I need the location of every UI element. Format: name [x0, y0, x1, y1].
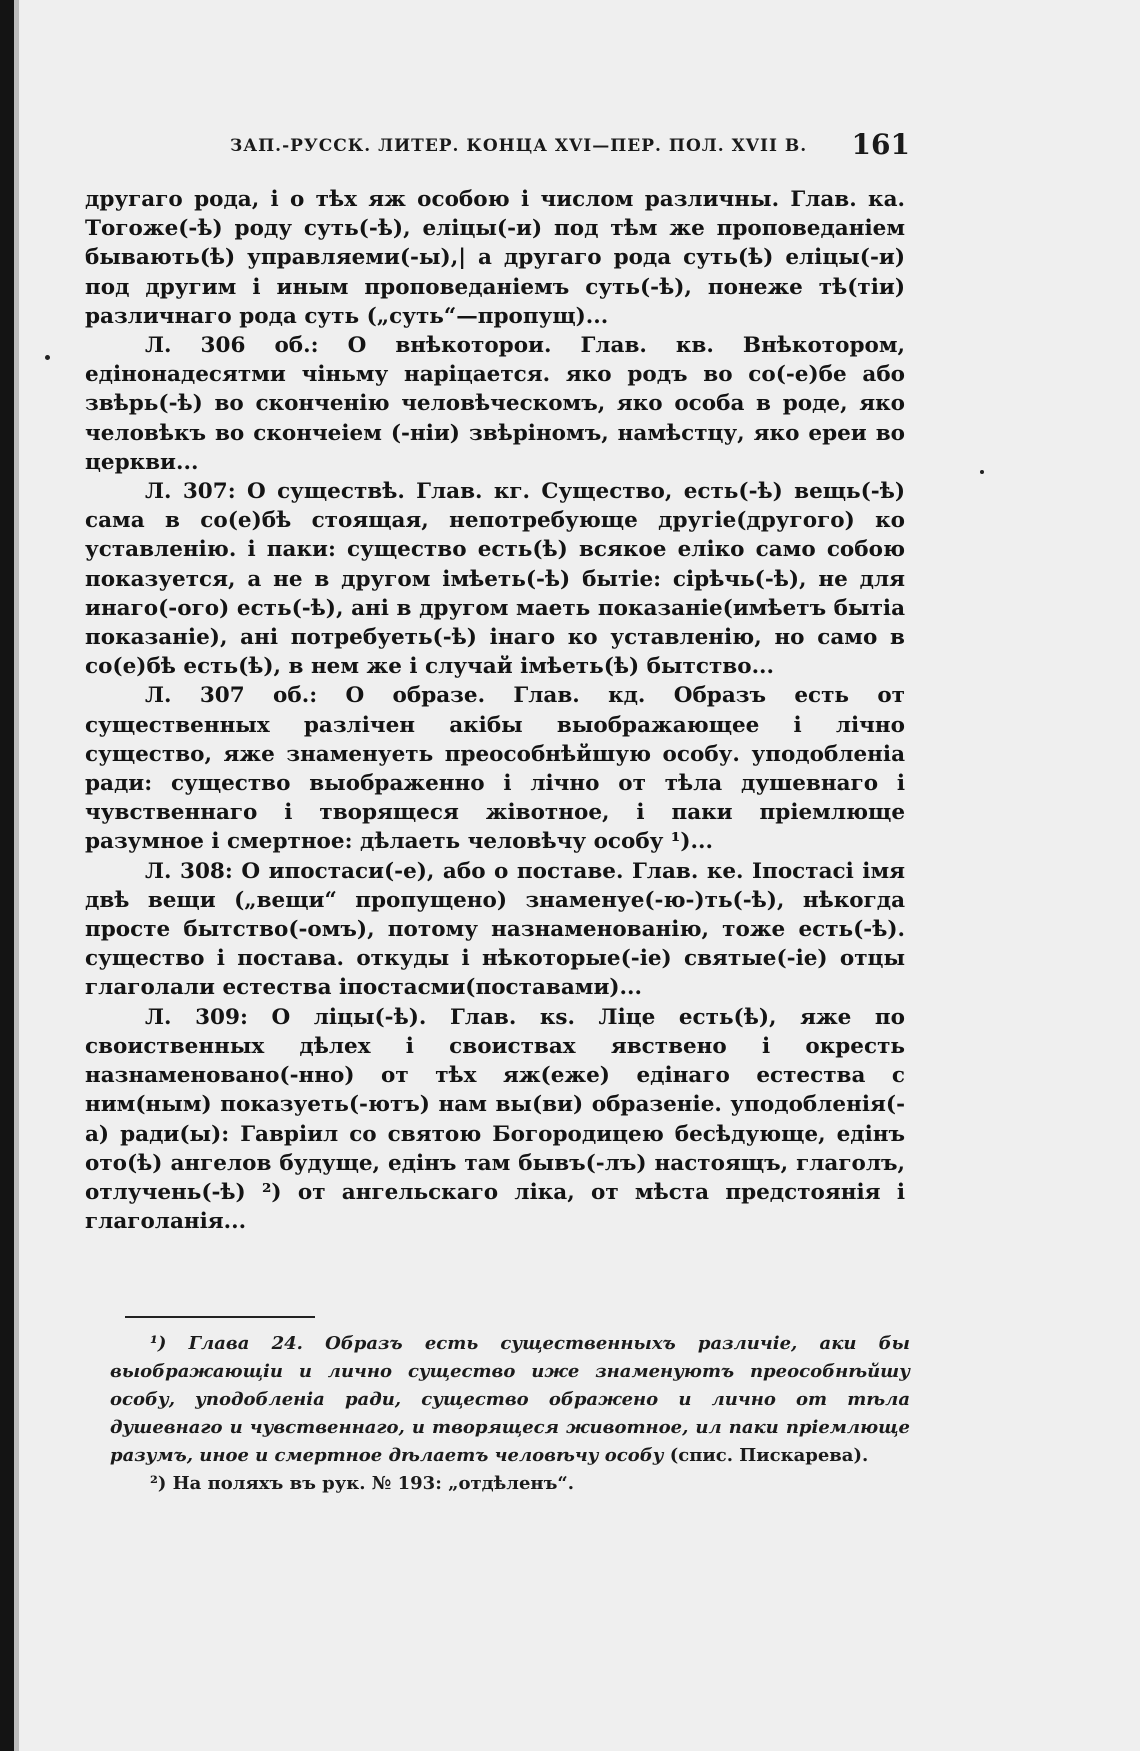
- footnote-2: [110, 1470, 910, 1498]
- print-speck: [980, 470, 984, 474]
- main-text: [85, 185, 905, 1236]
- paragraph-l309: Л. 309: О ліцы(-ѣ). Глав. кѕ. Ліце есть(ѣ), яже по своиственных дѣлех і своиствах явствено і окресть назнаменовано(-нно) от тѣх яж(еже) едінаго естества с ним(ным) показуеть(-ютъ) нам вы(ви) образеніе. уподобленія(-а) ради(ы): Гавріил со святою Богородицею бесѣдующе, едінъ ото(ѣ) ангелов будуще, едінъ там бывъ(-лъ) настоящъ, глаголъ, отлучень(-ѣ) ²) от ангельскаго ліка, от мѣста предстоянія і глаголанія...: [85, 1004, 905, 1235]
- page-number: 161: [851, 128, 910, 161]
- print-speck: [45, 355, 50, 360]
- footnote-2-text: ²) На поляхъ въ рук. № 193: „отдѣленъ“.: [150, 1473, 575, 1494]
- footnotes: [110, 1330, 910, 1498]
- page-binding-shadow: [14, 0, 19, 1751]
- paragraph-l306: Л. 306 об.: О внѣкоторои. Глав. кв. Внѣкотором, едінонадесятми чіньму наріцается. яко родъ во со(-е)бе або звѣрь(-ѣ) во скончeнію человѣческомъ, яко особа в роде, яко человѣкъ во скончеіем (-ніи) звѣріномъ, намѣстцу, яко ереи во церкви...: [85, 333, 905, 475]
- footnote-1-text: ¹) Глава 24. Образъ есть существенныхъ различіе, аки бы выображающіи и лично существо иже знаменуютъ преособнѣйшу особу, уподобленіа ради, существо ображено и лично от тѣла душевнаго и чувственнаго, и творящеся животное, ил паки пріемлюще разумъ, иное и смертное дѣлаетъ человѣчу особу: [110, 1333, 910, 1466]
- page-binding-edge: [0, 0, 14, 1751]
- paragraph-l307: Л. 307: О существѣ. Глав. кг. Существо, есть(-ѣ) вещь(-ѣ) сама в со(е)бѣ стоящая, непотребующе другіе(другого) ко уставленію. і паки: существо есть(ѣ) всякое еліко само собою показуется, а не в другом імѣеть(-ѣ) бытіе: сірѣчь(-ѣ), не для инаго(-ого) есть(-ѣ), ані в другом маеть показаніе(имѣетъ бытіа показаніе), ані потребуеть(-ѣ) інаго ко уставленію, но само в со(е)бѣ есть(ѣ), в нем же і случай імѣеть(ѣ) бытство...: [85, 479, 905, 680]
- paragraph-l308: Л. 308: О ипостаси(-е), або о поставе. Глав. ке. Іпостасі імя двѣ вещи („вещи“ пропущено) знаменуе(-ю-)ть(-ѣ), нѣкогда просте бытство(-омъ), потому назнаменованію, тоже есть(-ѣ). существо і постава. откуды і нѣкоторые(-іе) святые(-іе) отцы глаголали естества іпостасми(поставами)...: [85, 858, 905, 1001]
- footnote-1: [110, 1330, 910, 1470]
- page-header: [230, 128, 930, 168]
- footnote-1-source: (спис. Пискарева).: [669, 1445, 869, 1466]
- running-head: ЗАП.-РУССК. ЛИТЕР. КОНЦА XVI—ПЕР. ПОЛ. XVII В.: [230, 136, 808, 156]
- paragraph-continuation: другаго рода, і о тѣх яж особою і числом различны. Глав. ка. Тогожe(-ѣ) роду суть(-ѣ), еліцы(-и) под тѣм же проповеданіем бывають(ѣ) управляеми(-ы),| а другаго рода суть(ѣ) еліцы(-и) под другим і иным проповеданіемъ суть(-ѣ), понеже тѣ(тіи) различнаго рода суть („суть“—пропущ)...: [85, 187, 905, 329]
- footnote-divider: [125, 1316, 315, 1318]
- paragraph-l307-ob: Л. 307 об.: О образе. Глав. кд. Образъ есть от существенных разлічен акібы выображающее і лічно существо, яже знаменуеть преособнѣйшую особу. уподобленіа ради: существо выображенно і лічно от тѣла душевнаго і чувственнаго і творящеся жівотное, і паки пріемлюще разумное і смертное: дѣлаеть человѣчу особу ¹)...: [85, 683, 905, 855]
